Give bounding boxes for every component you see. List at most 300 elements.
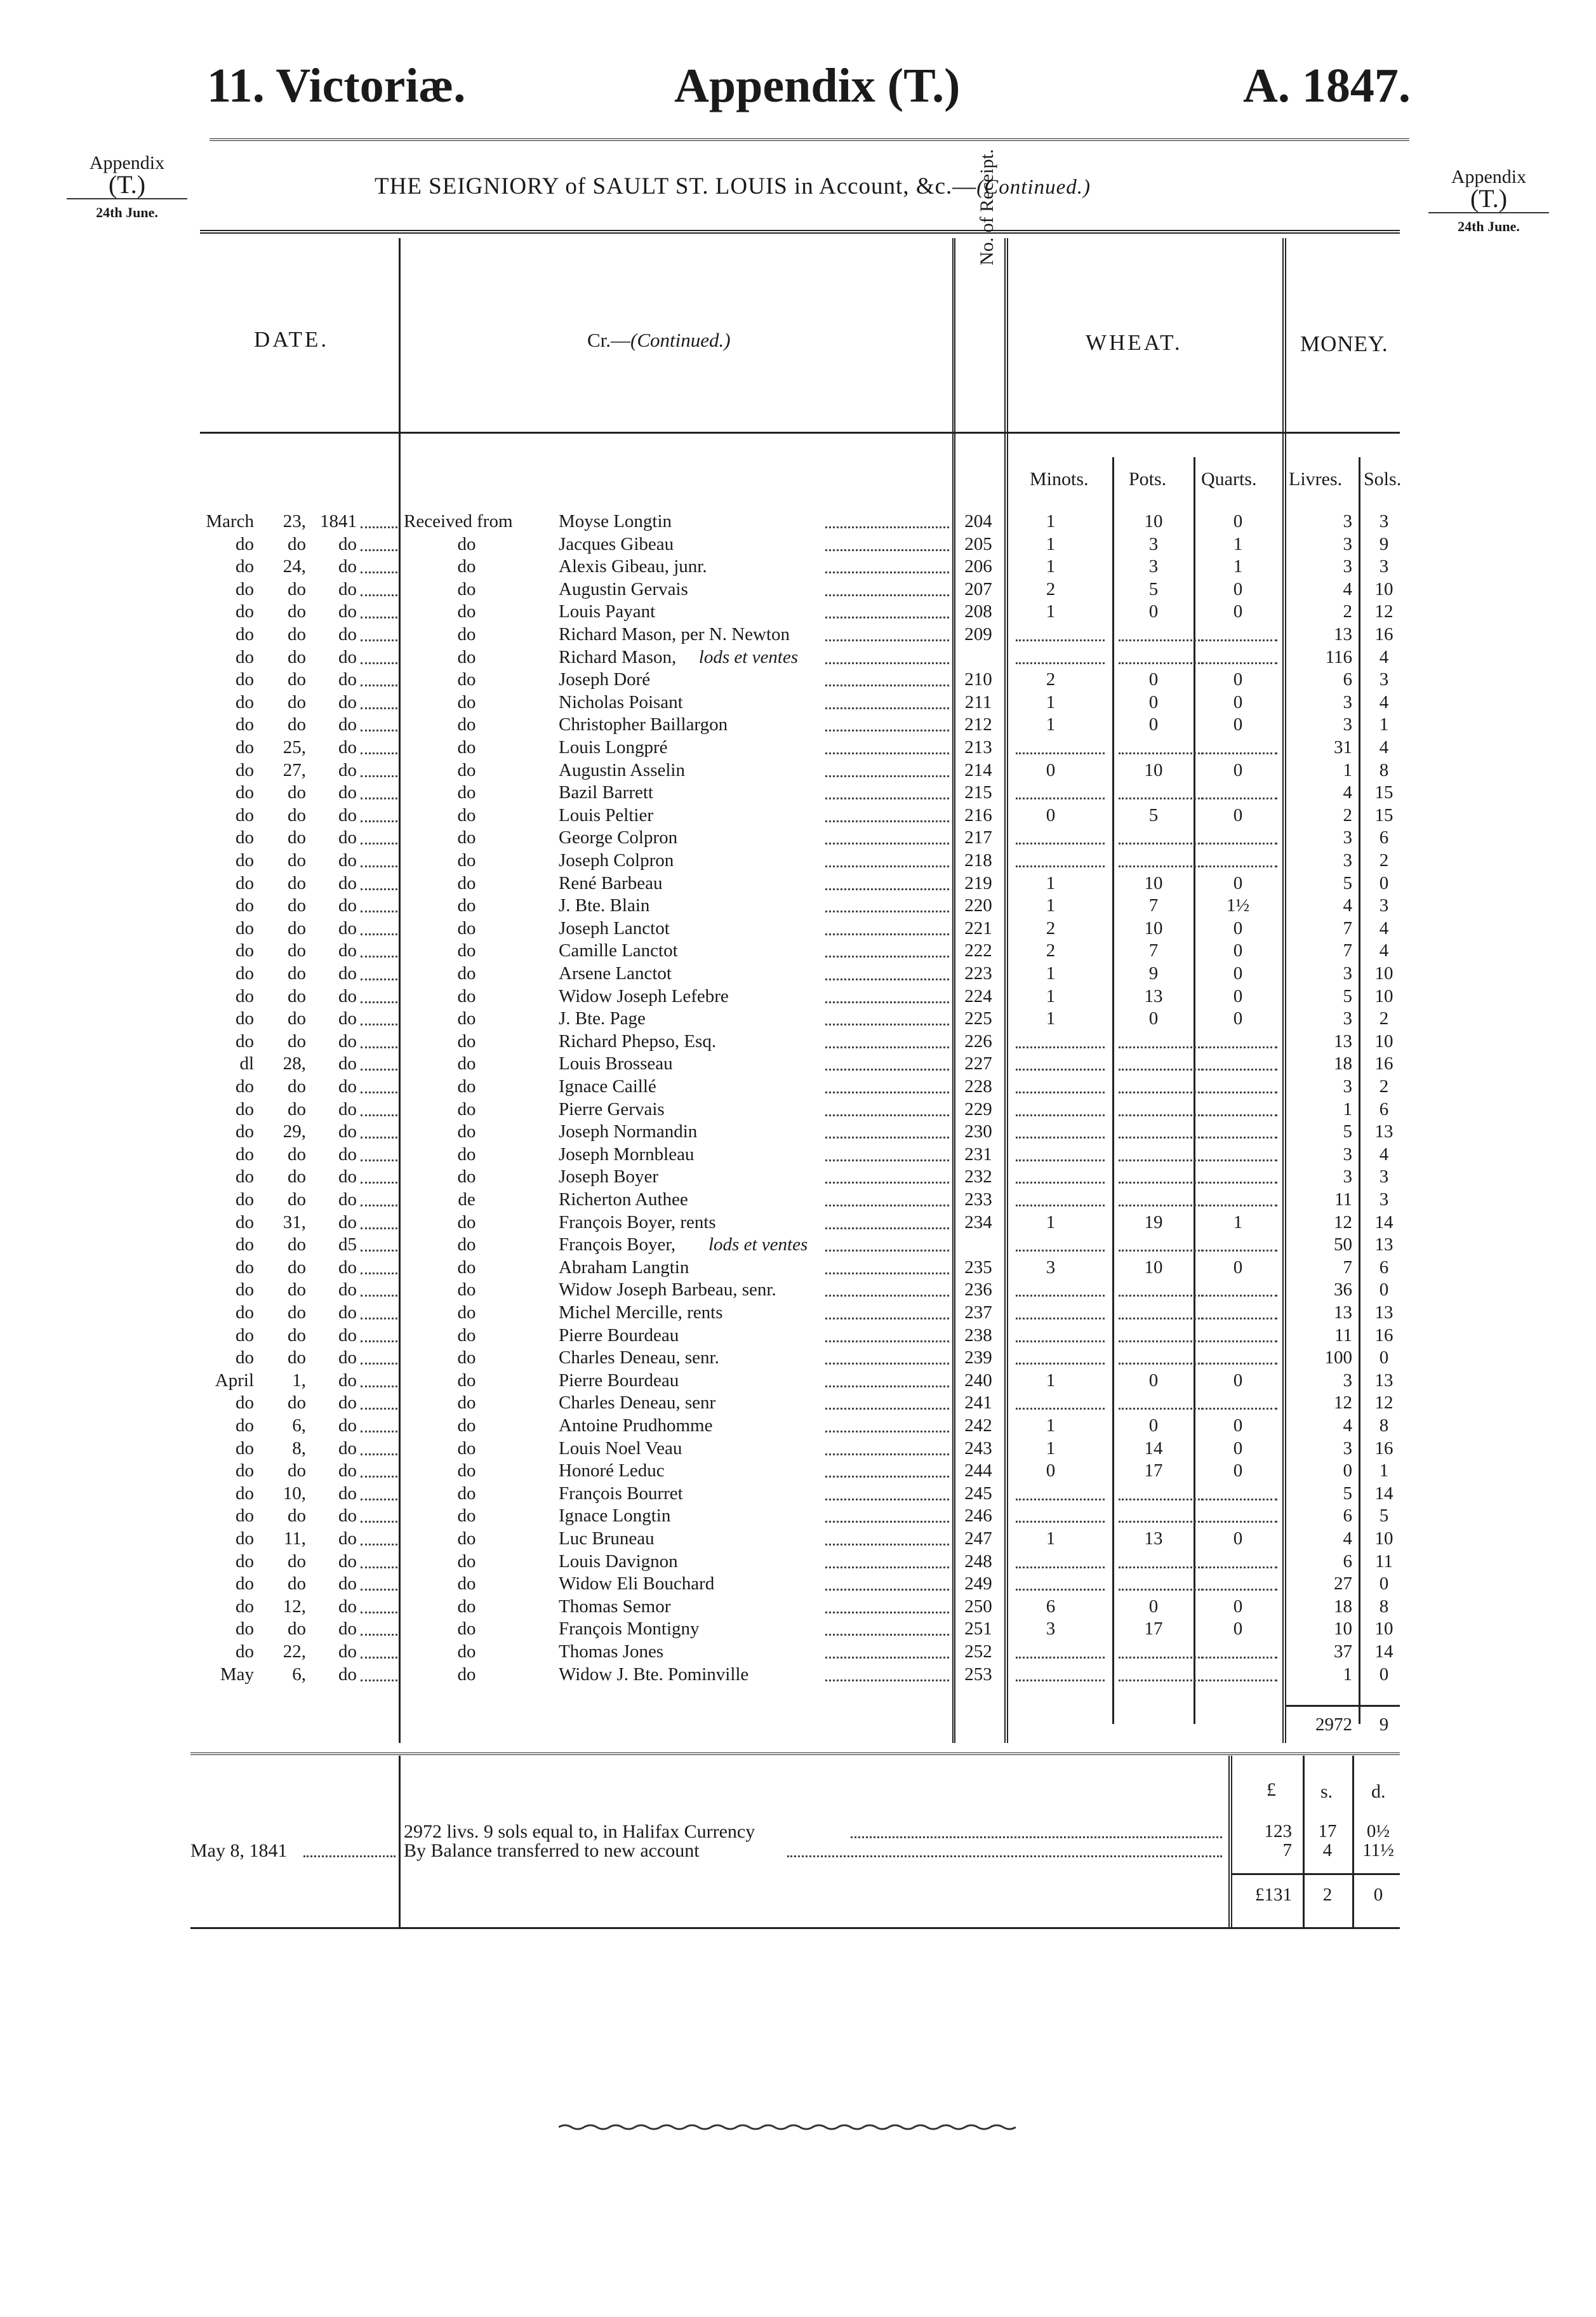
ledger-row [0,1324,1596,1347]
payer-name: Louis Peltier [559,805,654,825]
wheat-quarts: 0 [1233,1596,1243,1617]
receipt-number: 243 [964,1438,992,1459]
leader-dots [361,510,397,528]
ledger-row [0,555,1596,578]
leader-dots [825,1640,949,1659]
entry-day: do [288,1257,306,1278]
payer-name: Joseph Normandin [559,1121,698,1142]
entry-day: do [288,940,306,961]
leader-dots [825,1572,949,1591]
payer-name: Moyse Longtin [559,511,672,531]
entry-ditto: do [457,1144,476,1165]
money-sols: 13 [1374,1234,1393,1255]
wheat-minots: 1 [1046,691,1056,712]
entry-month: do [236,918,254,938]
money-sols: 12 [1374,1392,1393,1413]
empty-wheat-dots [1201,1165,1277,1184]
money-sols: 2 [1379,1076,1389,1097]
leader-dots [825,781,949,799]
ledger-row [0,1369,1596,1392]
money-livres: 3 [1343,714,1352,735]
entry-ditto: do [457,669,476,690]
payer-name: Charles Deneau, senr. [559,1347,719,1368]
leader-dots [361,691,397,709]
leader-dots [361,623,397,641]
leader-dots [825,1391,949,1410]
receipt-number: 218 [964,850,992,871]
credit-column-header [587,329,731,352]
entry-ditto: do [457,1641,476,1662]
entry-day: do [288,895,306,916]
summary-top-rule [190,1753,1400,1755]
ledger-row [0,1233,1596,1256]
leader-dots [303,1843,396,1857]
entry-year: do [338,759,357,780]
leader-dots [825,917,949,935]
minots-header: Minots. [1030,469,1089,490]
receipt-number: 217 [964,827,992,848]
leader-dots [361,1414,397,1432]
money-sols: 16 [1374,1053,1393,1074]
leader-dots [825,1233,949,1252]
wheat-quarts: 0 [1233,1415,1243,1436]
entry-ditto: do [457,691,476,712]
payer-name: Widow Joseph Barbeau, senr. [559,1279,776,1300]
payer-name: Pierre Bourdeau [559,1325,679,1345]
money-livres: 3 [1343,533,1352,554]
wheat-quarts: 0 [1233,759,1243,780]
wheat-minots: 1 [1046,872,1056,893]
entry-month: do [236,1415,254,1436]
entry-month: do [236,1460,254,1481]
ledger-row [0,1617,1596,1640]
entry-day: 22, [283,1641,306,1662]
receipt-number: 236 [964,1279,992,1300]
payer-name: Louis Davignon [559,1551,678,1572]
receipt-number: 232 [964,1166,992,1187]
entry-ditto: do [457,1302,476,1323]
summary-line-balance: By Balance transferred to new account [404,1840,700,1861]
empty-wheat-dots [1119,1550,1207,1568]
wheat-quarts: 1 [1233,533,1243,554]
entry-year: do [338,1325,357,1345]
margin-appendix-letter: (T.) [1470,184,1508,213]
empty-wheat-dots [1201,1143,1277,1161]
conversion-shillings: 17 [1318,1821,1337,1841]
sols-header: Sols. [1364,469,1402,490]
leader-dots [825,1550,949,1568]
money-livres: 18 [1334,1053,1352,1074]
leader-dots [825,1301,949,1319]
money-sols: 10 [1374,1528,1393,1549]
entry-day: do [288,533,306,554]
payer-name: Richard Mason, per N. Newton [559,624,790,644]
entry-ditto: do [457,1257,476,1278]
receipt-number: 205 [964,533,992,554]
leader-dots [825,1165,949,1184]
receipt-number: 228 [964,1076,992,1097]
empty-wheat-dots [1016,1030,1105,1048]
entry-ditto: do [457,1415,476,1436]
money-sols: 0 [1379,1573,1389,1594]
receipt-number: 222 [964,940,992,961]
money-livres: 1 [1343,759,1352,780]
ledger-row [0,1301,1596,1324]
entry-day: 25, [283,737,306,758]
entry-month: do [236,1528,254,1549]
entry-month: do [236,578,254,599]
ledger-row [0,1052,1596,1075]
entry-month: do [236,827,254,848]
entry-year: do [338,1551,357,1572]
entry-ditto: do [457,1664,476,1685]
entry-day: do [288,1144,306,1165]
money-livres: 11 [1334,1189,1352,1210]
ledger-row [0,1640,1596,1663]
receipt-number: 249 [964,1573,992,1594]
leader-dots [825,872,949,890]
leader-dots [825,1324,949,1342]
leader-dots [361,1617,397,1636]
empty-wheat-dots [1016,1278,1105,1297]
wheat-pots: 7 [1148,940,1159,961]
receipt-number: 229 [964,1098,992,1119]
leader-dots [361,668,397,686]
payer-name: Thomas Jones [559,1641,664,1662]
wheat-pots: 0 [1148,1370,1159,1391]
payer-name: Widow J. Bte. Pominville [559,1664,749,1685]
entry-year: do [338,1483,357,1504]
leader-dots [361,736,397,754]
entry-ditto: do [457,1483,476,1504]
leader-dots [361,917,397,935]
leader-dots [825,826,949,845]
money-column-header: MONEY. [1300,331,1388,356]
receipt-number: 251 [964,1619,992,1639]
margin-appendix-label: Appendix [1451,166,1527,187]
entry-month: do [236,714,254,735]
empty-wheat-dots [1016,646,1105,664]
money-sols: 10 [1374,1031,1393,1052]
entry-year: do [338,1212,357,1232]
conversion-pence: 0½ [1366,1821,1390,1841]
money-sols: 4 [1379,646,1389,667]
ledger-row [0,1030,1596,1053]
leader-dots [825,510,949,528]
wheat-minots: 1 [1046,601,1056,622]
empty-wheat-dots [1201,1278,1277,1297]
leader-dots [787,1843,1222,1857]
livres-header: Livres. [1289,469,1343,490]
entry-day: 28, [283,1053,306,1074]
receipt-number: 216 [964,805,992,825]
entry-day: do [288,1008,306,1029]
receipt-number: 235 [964,1257,992,1278]
leader-dots [361,1572,397,1591]
leader-dots [361,600,397,618]
wheat-pots: 10 [1144,872,1163,893]
payer-name: Richard Mason, [559,646,677,667]
entry-month: do [236,1166,254,1187]
wheat-quarts: 0 [1233,918,1243,938]
leader-dots [361,1188,397,1206]
receipt-number: 208 [964,601,992,622]
wheat-minots: 1 [1046,1438,1056,1459]
money-livres: 11 [1334,1325,1352,1345]
leader-dots [825,849,949,867]
leader-dots [361,1459,397,1478]
quarts-header: Quarts. [1201,469,1257,490]
ledger-row [0,985,1596,1008]
entry-day: do [288,1506,306,1526]
money-livres: 3 [1343,511,1352,531]
entry-ditto: do [457,805,476,825]
receipt-number: 245 [964,1483,992,1504]
entry-day: do [288,578,306,599]
entry-day: do [288,1098,306,1119]
column-header-rule [200,432,1400,434]
wheat-pots: 0 [1148,1415,1159,1436]
leader-dots [361,1165,397,1184]
money-livres: 4 [1343,895,1352,916]
payer-name: Widow Eli Bouchard [559,1573,715,1594]
receipt-number: 240 [964,1370,992,1391]
payer-name: Jacques Gibeau [559,533,674,554]
wheat-quarts: 0 [1233,578,1243,599]
leader-dots [825,1595,949,1613]
leader-dots [825,1030,949,1048]
leader-dots [825,962,949,980]
wheat-quarts: 0 [1233,691,1243,712]
payer-name: Augustin Asselin [559,759,685,780]
payer-name: J. Bte. Blain [559,895,650,916]
entry-ditto: do [457,601,476,622]
entry-ditto: de [458,1189,475,1210]
empty-wheat-dots [1201,1482,1277,1500]
ledger-row [0,1211,1596,1234]
entry-year: do [338,1098,357,1119]
receipt-number: 238 [964,1325,992,1345]
entry-month: do [236,1031,254,1052]
entry-day: do [288,1325,306,1345]
entry-year: do [338,669,357,690]
empty-wheat-dots [1119,1120,1207,1138]
empty-wheat-dots [1201,1346,1277,1365]
empty-wheat-dots [1119,1482,1207,1500]
leader-dots [361,1324,397,1342]
empty-wheat-dots [1119,1346,1207,1365]
entry-year: do [338,714,357,735]
entry-month: do [236,737,254,758]
entry-year: do [338,1031,357,1052]
right-margin-note [1425,166,1552,237]
entry-month: do [236,556,254,577]
empty-wheat-dots [1016,1391,1105,1410]
money-livres: 50 [1334,1234,1352,1255]
empty-wheat-dots [1201,1663,1277,1681]
leader-dots [361,894,397,912]
empty-wheat-dots [1119,1075,1207,1093]
empty-wheat-dots [1201,849,1277,867]
entry-year: do [338,872,357,893]
entry-day: do [288,601,306,622]
empty-wheat-dots [1119,1233,1207,1252]
leader-dots [825,1437,949,1455]
wheat-quarts: 0 [1233,963,1243,984]
money-sols: 3 [1379,1189,1389,1210]
money-livres: 4 [1343,1415,1352,1436]
receipt-number: 221 [964,918,992,938]
entry-year: do [338,1347,357,1368]
leader-dots [825,646,949,664]
leader-dots [825,1211,949,1229]
money-sols: 3 [1379,1166,1389,1187]
grand-total-shillings: 2 [1322,1885,1333,1905]
entry-day: do [288,1234,306,1255]
leader-dots [361,1075,397,1093]
leader-dots [851,1824,1222,1838]
empty-wheat-dots [1201,1030,1277,1048]
entry-ditto: do [457,624,476,644]
entry-day: do [288,624,306,644]
payer-name: François Boyer, [559,1234,676,1255]
receipt-number: 212 [964,714,992,735]
wheat-pots: 10 [1144,759,1163,780]
ledger-row [0,1188,1596,1211]
leader-dots [361,1120,397,1138]
money-livres: 3 [1343,691,1352,712]
entry-month: March [206,511,254,531]
receipt-number: 237 [964,1302,992,1323]
payer-name: Bazil Barrett [559,782,653,803]
empty-wheat-dots [1201,1550,1277,1568]
ledger-row [0,533,1596,556]
entry-day: do [288,669,306,690]
total-sols: 9 [1379,1714,1389,1735]
money-sols: 2 [1379,850,1389,871]
ledger-row [0,1595,1596,1618]
leader-dots [361,1504,397,1523]
leader-dots [361,1346,397,1365]
payer-name: Pierre Bourdeau [559,1370,679,1391]
payer-name: Joseph Lanctot [559,918,670,938]
leader-dots [361,1211,397,1229]
money-livres: 36 [1334,1279,1352,1300]
leader-dots [825,804,949,822]
entry-month: do [236,940,254,961]
entry-day: do [288,918,306,938]
entry-month: do [236,1392,254,1413]
entry-day: 11, [283,1528,306,1549]
empty-wheat-dots [1119,1324,1207,1342]
entry-day: 29, [283,1121,306,1142]
entry-month: do [236,1098,254,1119]
entry-ditto: do [457,578,476,599]
ledger-row [0,736,1596,759]
money-livres: 0 [1343,1460,1352,1481]
money-sols: 15 [1374,805,1393,825]
money-sols: 4 [1379,940,1389,961]
entry-year: do [338,578,357,599]
empty-wheat-dots [1016,1640,1105,1659]
leader-dots [825,985,949,1003]
entry-year: do [338,1279,357,1300]
money-livres: 100 [1324,1347,1352,1368]
payer-name: Widow Joseph Lefebre [559,985,729,1006]
leader-dots [825,1617,949,1636]
wheat-quarts: 0 [1233,805,1243,825]
leader-dots [361,1143,397,1161]
pence-header: d. [1371,1781,1386,1802]
summary-date: May 8, 1841 [190,1840,288,1861]
ledger-row [0,804,1596,827]
leader-dots [361,533,397,551]
payer-name: Alexis Gibeau, junr. [559,556,707,577]
payer-name: Ignace Longtin [559,1506,671,1526]
receipt-number: 248 [964,1551,992,1572]
money-sols: 5 [1379,1506,1389,1526]
entry-year: d5 [338,1234,357,1255]
ledger-row [0,1165,1596,1188]
payer-name: Charles Deneau, senr [559,1392,716,1413]
receipt-number: 206 [964,556,992,577]
entry-ditto: do [457,533,476,554]
receipt-number: 242 [964,1415,992,1436]
empty-wheat-dots [1016,1346,1105,1365]
empty-wheat-dots [1201,1640,1277,1659]
empty-wheat-dots [1201,736,1277,754]
wheat-minots: 6 [1046,1596,1056,1617]
ledger-row [0,759,1596,782]
leader-dots [361,1278,397,1297]
receipt-number: 230 [964,1121,992,1142]
empty-wheat-dots [1201,646,1277,664]
empty-wheat-dots [1119,1504,1207,1523]
money-livres: 13 [1334,1302,1352,1323]
wheat-pots: 19 [1144,1212,1163,1232]
receipt-number: 234 [964,1212,992,1232]
empty-wheat-dots [1119,1572,1207,1591]
empty-wheat-dots [1201,1301,1277,1319]
money-sols: 13 [1374,1302,1393,1323]
payer-name: Joseph Doré [559,669,651,690]
leader-dots [825,578,949,596]
appendix-heading: Appendix (T.) [674,59,961,112]
receipt-number: 215 [964,782,992,803]
money-sols: 10 [1374,963,1393,984]
money-sols: 0 [1379,1347,1389,1368]
money-sols: 6 [1379,827,1389,848]
entry-year: 1841 [320,511,357,531]
entry-day: 10, [283,1483,306,1504]
empty-wheat-dots [1119,736,1207,754]
title-rule [200,230,1400,234]
wheat-pots: 10 [1144,918,1163,938]
payer-name: Augustin Gervais [559,578,688,599]
money-livres: 116 [1325,646,1352,667]
leader-dots [825,600,949,618]
money-livres: 5 [1343,872,1352,893]
entry-year: do [338,1460,357,1481]
entry-ditto: do [457,1325,476,1345]
ledger-row [0,962,1596,985]
payer-name: René Barbeau [559,872,663,893]
money-sols: 4 [1379,737,1389,758]
ledger-row [0,849,1596,872]
ledger-row [0,1007,1596,1030]
pots-header: Pots. [1129,469,1167,490]
leader-dots [825,1278,949,1297]
